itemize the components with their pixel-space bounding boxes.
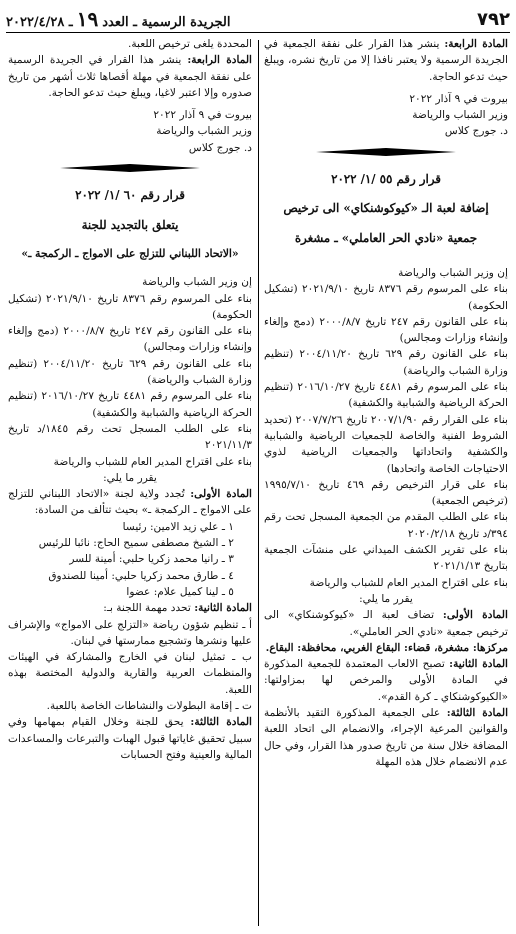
member-item: ٣ ـ رانيا محمد زكريا حلبي: أمينة للسر xyxy=(69,553,234,566)
recital: بناء على القانون رقم ٢٤٧ تاريخ ٢٠٠٠/٨/٧ (دمج وإلغاء وإنشاء وزارات ومجالس) xyxy=(264,315,508,345)
decision55-article1: المادة الأولى: تضاف لعبة الـ «كيوكوشنكاي» الى ترخيص جمعية «نادي الحر العاملي». xyxy=(264,609,508,638)
recital: بناء على اقتراح المدير العام للشباب والرياضة xyxy=(309,576,508,589)
page-header xyxy=(6,6,510,33)
r-place-date: بيروت في ٩ آذار ٢٠٢٢ xyxy=(409,92,508,105)
section-separator xyxy=(264,146,508,158)
recital: بناء على المرسوم رقم ٤٤٨١ تاريخ ٢٠١٦/١٠/٢٧ (تنظيم الحركة الرياضية والشبابية والكشفية) xyxy=(8,390,252,419)
member-item: ٥ ـ لينا كميل علام: عضوا xyxy=(126,585,234,598)
member-item: ٢ ـ الشيخ مصطفى سميح الحاج: نائبا للرئيس xyxy=(38,537,234,550)
page-number: ٧٩٢ xyxy=(477,8,510,30)
l-place-date: بيروت في ٩ آذار ٢٠٢٢ xyxy=(153,109,252,122)
recital: بناء على الطلب المقدم من الجمعية المسجل تحت رقم ٣٩٤/د تاريخ ٢٠٢٠/٢/١٨ xyxy=(264,511,508,540)
decision55-title: قرار رقم ٥٥ /١/ ٢٠٢٢ xyxy=(331,171,441,186)
issue-number: ١٩ xyxy=(76,7,99,31)
r-minister-name: د. جورج كلاس xyxy=(444,125,508,138)
decision60-article3: المادة الثالثة: يحق للجنة وخلال القيام بمهامها وفي سبيل تحقيق غاياتها قبول الهبات والتبرعات والمساعدات المالية والعينية وفتح الحسابات xyxy=(8,716,252,761)
recital: بناء على القانون رقم ٦٢٩ تاريخ ٢٠٠٤/١١/٢٠ (تنظيم وزارة الشباب والرياضة) xyxy=(8,357,252,387)
section-separator xyxy=(8,162,252,174)
decision60-subtitle-1: يتعلق بالتجديد للجنة xyxy=(81,217,179,232)
decision60-article1: المادة الأولى: تُجدد ولاية لجنة «الاتحاد اللبناني للتزلج على الامواج ـ الركمجة ـ» بحيث تتألف من السادة: xyxy=(8,488,252,517)
decision55-subtitle-2: جمعية «نادي الحر العاملي» ـ مشغرة xyxy=(294,231,478,246)
decision60-opening: إن وزير الشباب والرياضة xyxy=(142,276,252,289)
task-item: ت ـ إقامة البطولات والنشاطات الخاصة باللعبة. xyxy=(46,699,252,712)
l-continuation: المحددة يلغى ترخيص اللعبة. xyxy=(127,38,252,50)
member-item: ٤ ـ طارق محمد زكريا حلبي: أمينا للصندوق xyxy=(48,569,234,582)
l-minister-title: وزير الشباب والرياضة xyxy=(156,125,252,138)
recital: بناء على القانون رقم ٦٢٩ تاريخ ٢٠٠٤/١١/٢٠ (تنظيم وزارة الشباب والرياضة) xyxy=(264,348,508,377)
r-minister-title: وزير الشباب والرياضة xyxy=(412,109,508,122)
gazette-name: الجريدة الرسمية ـ العدد xyxy=(102,15,231,30)
decision60-article2: المادة الثانية: تحدد مهمة اللجنة بـ: xyxy=(103,602,252,615)
recital: بناء على المرسوم رقم ٨٣٧٦ تاريخ ٢٠٢١/٩/١٠ (تشكيل الحكومة) xyxy=(8,292,252,321)
right-column xyxy=(264,36,508,770)
task-item: أ ـ تنظيم شؤون رياضة «التزلج على الامواج» والإشراف عليها ونشرها وتشجيع ممارستها في لبنان. xyxy=(8,618,252,647)
l-minister-name: د. جورج كلاس xyxy=(188,141,252,154)
recital: بناء على الطلب المسجل تحت رقم ١٨٤٥/د تاريخ ٢٠٢١/١١/٣ xyxy=(8,422,252,452)
decision60-subtitle-2: «الاتحاد اللبناني للتزلج على الامواج ـ الركمجة ـ» xyxy=(21,247,239,261)
recital: بناء على القانون رقم ٢٤٧ تاريخ ٢٠٠٠/٨/٧ (دمج وإلغاء وإنشاء وزارات ومجالس) xyxy=(8,325,252,354)
decision55-opening: إن وزير الشباب والرياضة xyxy=(398,266,508,279)
column-divider xyxy=(258,40,259,926)
recital: بناء على قرار الترخيص رقم ٤٦٩ تاريخ ١٩٩٥/٧/١٠ (ترخيص الجمعية) xyxy=(264,478,508,508)
recital: بناء على تقرير الكشف الميداني على منشآت الجمعية بتاريخ ٢٠٢١/١/١٣ xyxy=(264,544,508,573)
member-item: ١ ـ علي زيد الامين: رئيسا xyxy=(122,520,234,533)
decision60-title: قرار رقم ٦٠ /١/ ٢٠٢٢ xyxy=(75,187,185,202)
issue-date: ـ ٢٠٢٢/٤/٢٨ xyxy=(6,15,73,30)
recital: بناء على اقتراح المدير العام للشباب والرياضة xyxy=(53,455,252,468)
decision55-article3: المادة الثالثة: على الجمعية المذكورة التقيد بالأنظمة والقوانين المرعية الإجراء، والانضمام الى اتحاد اللعبة المضافة خلال سنة من تاريخ صدور هذا القرار، وفي حال عدم الانضمام خلال هذه المهلة xyxy=(264,706,509,768)
task-item: ب ـ تمثيل لبنان في الخارج والمشاركة في الهيئات والمنظمات العربية والقارية والدولية المختصة بهذه اللعبة. xyxy=(8,651,252,696)
recital: بناء على المرسوم رقم ٨٣٧٦ تاريخ ٢٠٢١/٩/١٠ (تشكيل الحكومة) xyxy=(264,283,508,312)
decides-line: يقرر ما يلي: xyxy=(103,471,157,484)
recital: بناء على القرار رقم ٢٠٠٧/١/٩٠ تاريخ ٢٠٠٧/٧/٢٦ (تحديد الشروط الفنية والخاصة للجمعيات الرياضية والشبابية والكشفية واتحاداتها والجمعيات الرياضية لذوي الاحتياجات الخاصة واتحادها) xyxy=(264,413,508,475)
left-column xyxy=(8,36,252,763)
decision55-location: مركزها: مشغرة، قضاء: البقاع الغربي، محافظة: البقاع. xyxy=(265,641,508,654)
decision55-article2: المادة الثانية: تصبح الالعاب المعتمدة للجمعية المذكورة في المادة الأولى والمرخص لها بمزاولتها: «الكيوكوشنكاي ـ كرة القدم». xyxy=(264,658,508,703)
l-article4: المادة الرابعة: ينشر هذا القرار في الجريدة الرسمية على نفقة الجمعية في مهلة أقصاها ثلاث أشهر من تاريخ صدوره وإلا اعتبر لاغيا، ويبلغ حيث تدعو الحاجة. xyxy=(8,54,252,99)
recital: بناء على المرسوم رقم ٤٤٨١ تاريخ ٢٠١٦/١٠/٢٧ (تنظيم الحركة الرياضية والشبابية والكشفية) xyxy=(264,381,508,410)
decides-line: يقرر ما يلي: xyxy=(359,592,413,605)
r-article4: المادة الرابعة: ينشر هذا القرار على نفقة الجمعية في الجريدة الرسمية ولا يعتبر نافذا إلا من تاريخ نشره، ويبلغ حيث تدعو الحاجة. xyxy=(264,38,508,83)
decision55-subtitle-1: إضافة لعبة الـ «كيوكوشنكاي» الى ترخيص xyxy=(283,201,489,216)
running-title xyxy=(6,7,230,31)
